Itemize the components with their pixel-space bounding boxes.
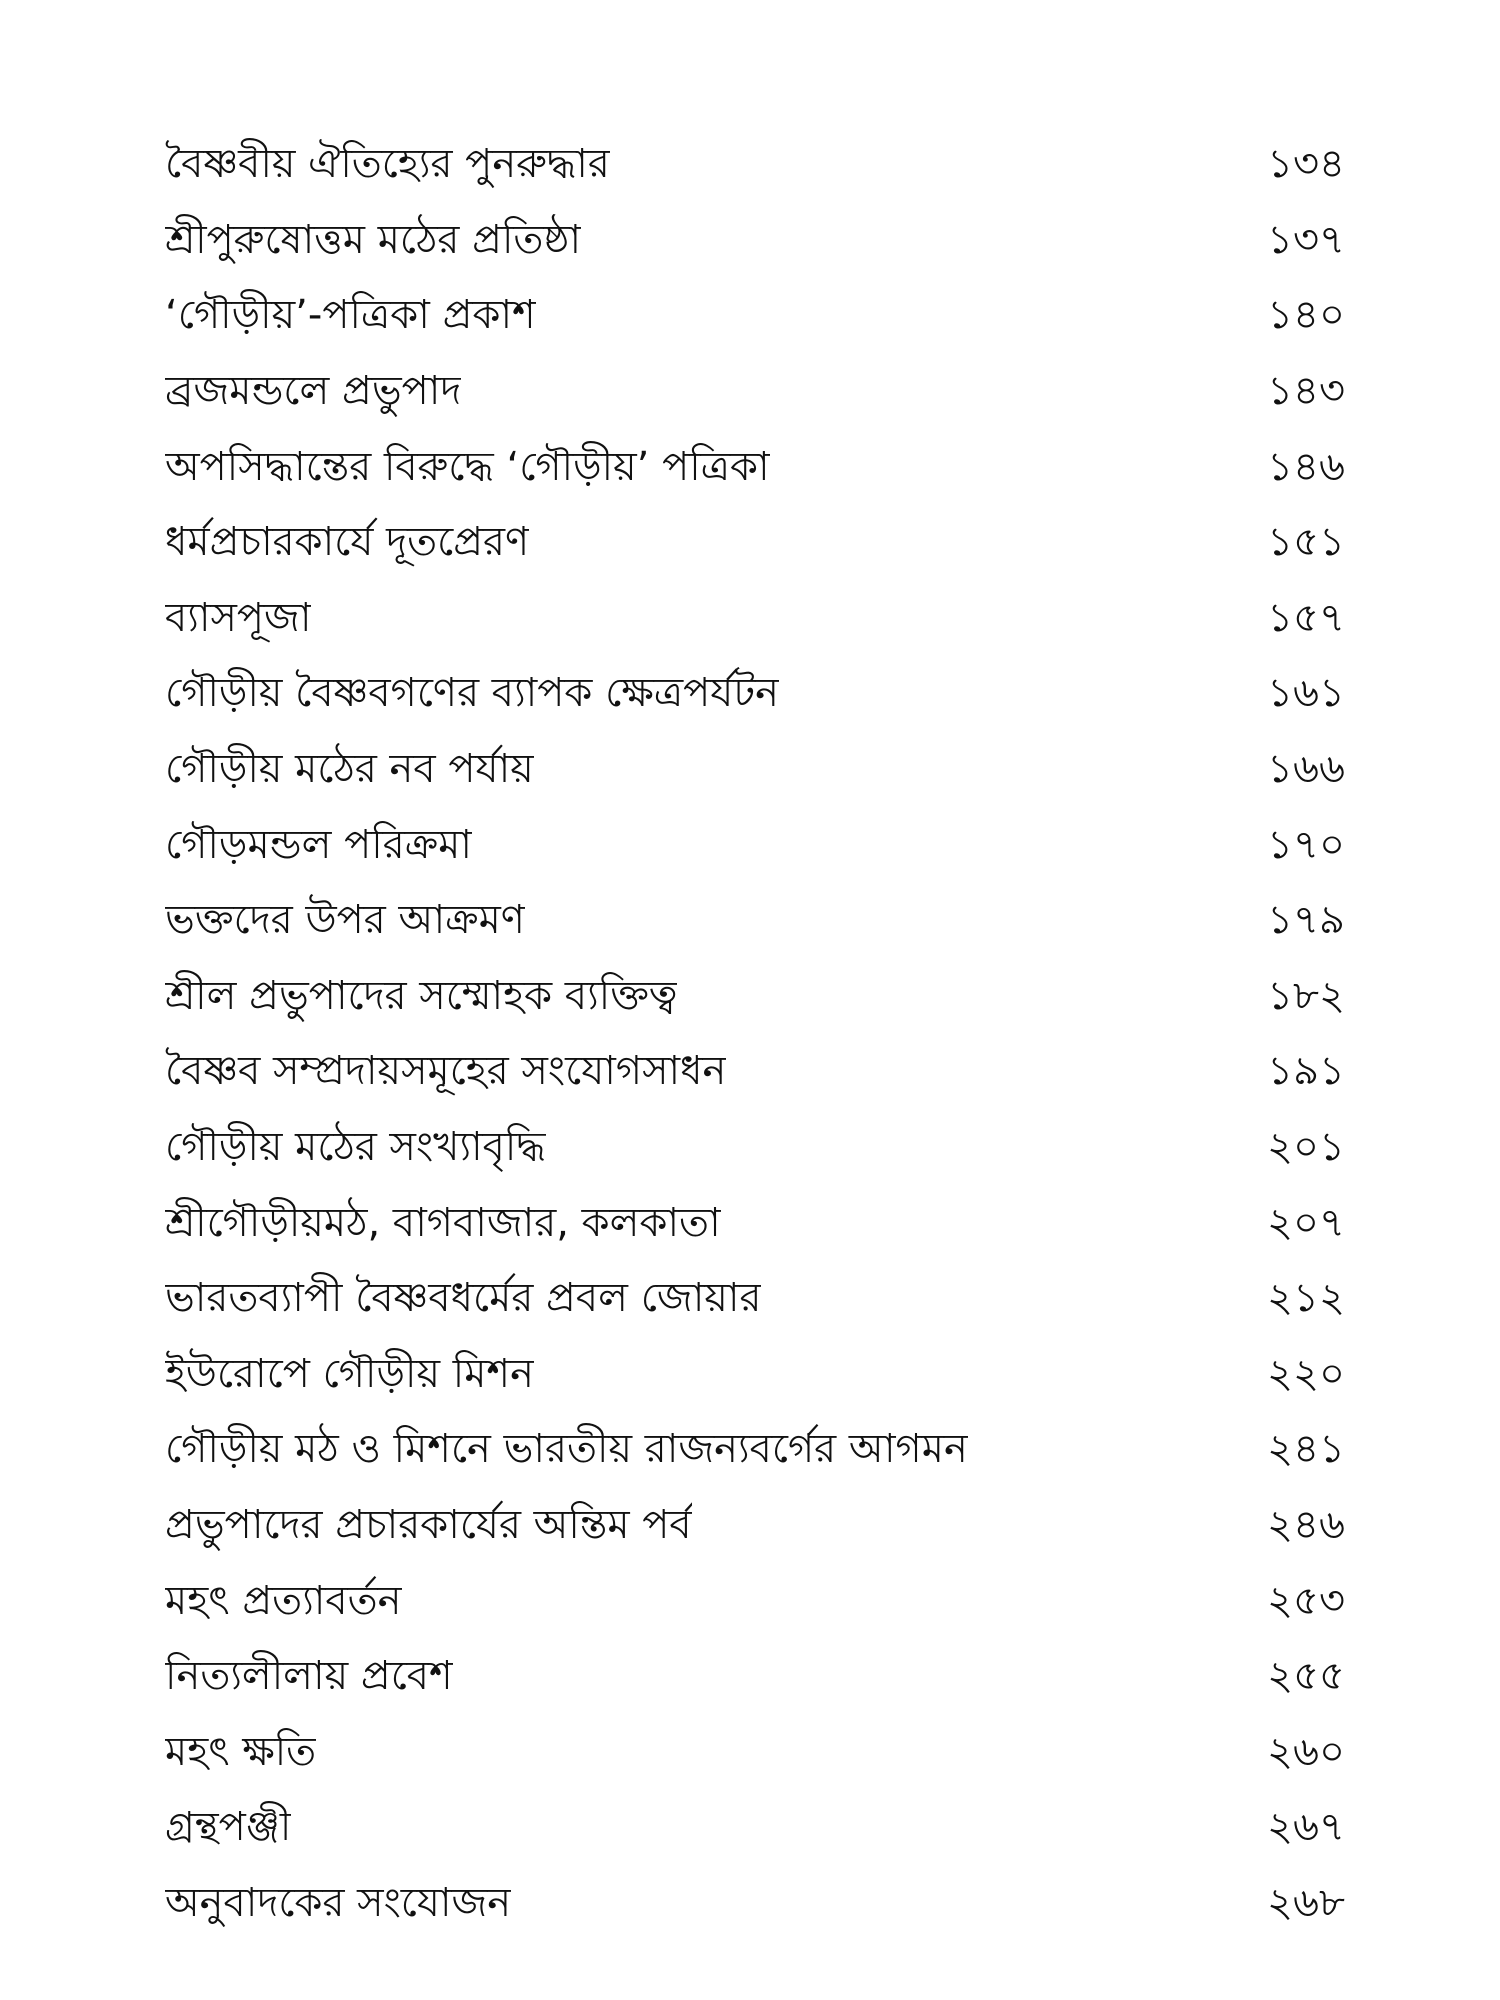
toc-entry — [165, 1715, 1345, 1791]
toc-entry-title: ব্রজমন্ডলে প্রভুপাদ — [165, 368, 462, 415]
toc-entry-page: ১৪৩ — [1267, 368, 1345, 415]
toc-entry — [165, 1489, 1345, 1565]
toc-entry-title: বৈষ্ণব সম্প্রদায়সমূহের সংযোগসাধন — [165, 1048, 727, 1095]
toc-entry-title: ইউরোপে গৌড়ীয় মিশন — [165, 1350, 534, 1397]
toc-entry — [165, 582, 1345, 658]
toc-entry — [165, 506, 1345, 582]
toc-entry-title: প্রভুপাদের প্রচারকার্যের অন্তিম পর্ব — [165, 1501, 692, 1548]
toc-entry-title: অপসিদ্ধান্তের বিরুদ্ধে ‘গৌড়ীয়’ পত্রিকা — [165, 443, 770, 490]
toc-entry-title: গ্রন্থপঞ্জী — [165, 1804, 292, 1851]
toc-entry-page: ২৫৩ — [1267, 1577, 1345, 1624]
toc-entry-title: গৌড়ীয় বৈষ্ণবগণের ব্যাপক ক্ষেত্রপর্যটন — [165, 670, 780, 717]
toc-entry-title: গৌড়মন্ডল পরিক্রমা — [165, 821, 472, 868]
toc-entry-title: ভারতব্যাপী বৈষ্ণবধর্মের প্রবল জোয়ার — [165, 1275, 762, 1322]
toc-entry — [165, 1640, 1345, 1716]
toc-entry-title: মহৎ ক্ষতি — [165, 1728, 317, 1775]
toc-entry — [165, 430, 1345, 506]
toc-entry — [165, 128, 1345, 204]
toc-entry-page: ২৬৮ — [1267, 1879, 1345, 1926]
toc-entry-page: ১৭৯ — [1267, 897, 1345, 944]
toc-entry-page: ১৫৭ — [1267, 594, 1345, 641]
toc-entry — [165, 1035, 1345, 1111]
toc-entry — [165, 1111, 1345, 1187]
toc-entry-page: ১৩৭ — [1267, 216, 1345, 263]
toc-entry-title: গৌড়ীয় মঠ ও মিশনে ভারতীয় রাজন্যবর্গের আগমন — [165, 1426, 968, 1473]
toc-entry-page: ১৮২ — [1267, 972, 1345, 1019]
toc-entry — [165, 1564, 1345, 1640]
toc-entry — [165, 1867, 1345, 1943]
toc-entry-title: ব্যাসপূজা — [165, 594, 312, 641]
toc-entry-page: ২৬৭ — [1266, 1804, 1345, 1851]
toc-entry-page: ১৫১ — [1267, 519, 1345, 566]
toc-entry-title: শ্রীপুরুষোত্তম মঠের প্রতিষ্ঠা — [165, 216, 582, 263]
toc-entry-title: ধর্মপ্রচারকার্যে দূতপ্রেরণ — [165, 519, 530, 566]
toc-entry-title: শ্রীল প্রভুপাদের সম্মোহক ব্যক্তিত্ব — [165, 972, 678, 1019]
toc-entry-page: ১৩৪ — [1267, 141, 1345, 188]
toc-entry-page: ২০১ — [1267, 1124, 1345, 1171]
toc-entry-page: ২১২ — [1267, 1275, 1345, 1322]
toc-entry — [165, 204, 1345, 280]
toc-entry-page: ২৪৬ — [1267, 1501, 1345, 1548]
toc-entry-page: ২৬০ — [1266, 1728, 1345, 1775]
toc-entry-page: ১৪০ — [1267, 292, 1345, 339]
toc-entry — [165, 1338, 1345, 1414]
toc-entry — [165, 733, 1345, 809]
toc-entry-page: ১৪৬ — [1267, 443, 1345, 490]
toc-entry — [165, 884, 1345, 960]
toc-entry-page: ২০৭ — [1266, 1199, 1345, 1246]
toc-entry-page: ২৫৫ — [1267, 1653, 1345, 1700]
toc-entry-title: গৌড়ীয় মঠের সংখ্যাবৃদ্ধি — [165, 1124, 546, 1171]
toc-entry-page: ২২০ — [1266, 1350, 1345, 1397]
toc-entry-title: গৌড়ীয় মঠের নব পর্যায় — [165, 746, 534, 793]
toc-entry-title: ভক্তদের উপর আক্রমণ — [165, 897, 525, 944]
toc-entry-title: নিত্যলীলায় প্রবেশ — [165, 1653, 453, 1700]
toc-entry-title: ‘গৌড়ীয়’-পত্রিকা প্রকাশ — [165, 292, 536, 339]
toc-entry — [165, 960, 1345, 1036]
toc-entry-page: ২৪১ — [1267, 1426, 1345, 1473]
toc-entry — [165, 279, 1345, 355]
table-of-contents — [165, 128, 1345, 1942]
toc-entry-title: মহৎ প্রত্যাবর্তন — [165, 1577, 402, 1624]
toc-entry-title: অনুবাদকের সংযোজন — [165, 1879, 512, 1926]
toc-entry — [165, 657, 1345, 733]
toc-entry-page: ১৭০ — [1267, 821, 1345, 868]
toc-entry-title: বৈষ্ণবীয় ঐতিহ্যের পুনরুদ্ধার — [165, 141, 610, 188]
toc-entry-page: ১৯১ — [1267, 1048, 1345, 1095]
toc-entry-title: শ্রীগৌড়ীয়মঠ, বাগবাজার, কলকাতা — [165, 1199, 721, 1246]
toc-entry-page: ১৬১ — [1267, 670, 1345, 717]
toc-entry — [165, 1186, 1345, 1262]
toc-entry — [165, 355, 1345, 431]
toc-entry — [165, 808, 1345, 884]
toc-entry-page: ১৬৬ — [1267, 746, 1345, 793]
toc-entry — [165, 1262, 1345, 1338]
toc-entry — [165, 1791, 1345, 1867]
toc-entry — [165, 1413, 1345, 1489]
